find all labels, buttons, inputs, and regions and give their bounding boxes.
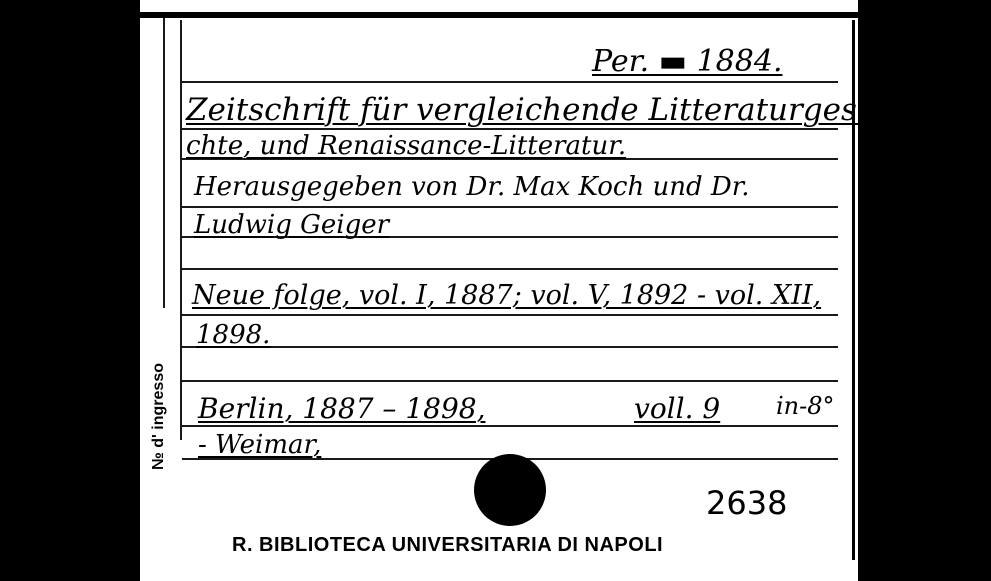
ruled-line [182, 380, 838, 382]
card-left-rule [163, 18, 165, 308]
series-line-1: Neue folge, vol. I, 1887; vol. V, 1892 - vol. XII, [192, 280, 822, 311]
library-stamp [474, 454, 546, 526]
imprint-line-1: Berlin, 1887 – 1898, [198, 392, 486, 425]
editors-line-2: Ludwig Geiger [194, 210, 390, 240]
scan-border-right [858, 0, 991, 581]
ruled-line [182, 425, 838, 427]
editors-line-1: Herausgegeben von Dr. Max Koch und Dr. [194, 172, 750, 202]
imprint-line-2: - Weimar, [198, 430, 322, 460]
card-top-edge [140, 12, 858, 18]
imprint-volumes: voll. 9 [634, 392, 721, 425]
imprint-format: in-8° [776, 392, 835, 420]
card-inner-left-rule [180, 20, 182, 440]
scan-border-left [0, 0, 140, 581]
title-line-2: chte, und Renaissance-Litteratur. [186, 131, 627, 161]
series-line-2: 1898. [196, 320, 271, 350]
ruled-line [182, 206, 838, 208]
ruled-line [182, 268, 838, 270]
ruled-line [182, 314, 838, 316]
shelfmark: Per. ▬ 1884. [592, 44, 783, 79]
library-name: R. BIBLIOTECA UNIVERSITARIA DI NAPOLI [232, 534, 664, 556]
ruled-line [182, 128, 838, 130]
ruled-line [182, 346, 838, 348]
ruled-line [182, 81, 838, 83]
inventory-number: 2638 [706, 484, 788, 522]
accession-number-label: № d' ingresso [150, 363, 167, 470]
title-line-1: Zeitschrift für vergleichende Litteraturgeschi [186, 92, 905, 128]
